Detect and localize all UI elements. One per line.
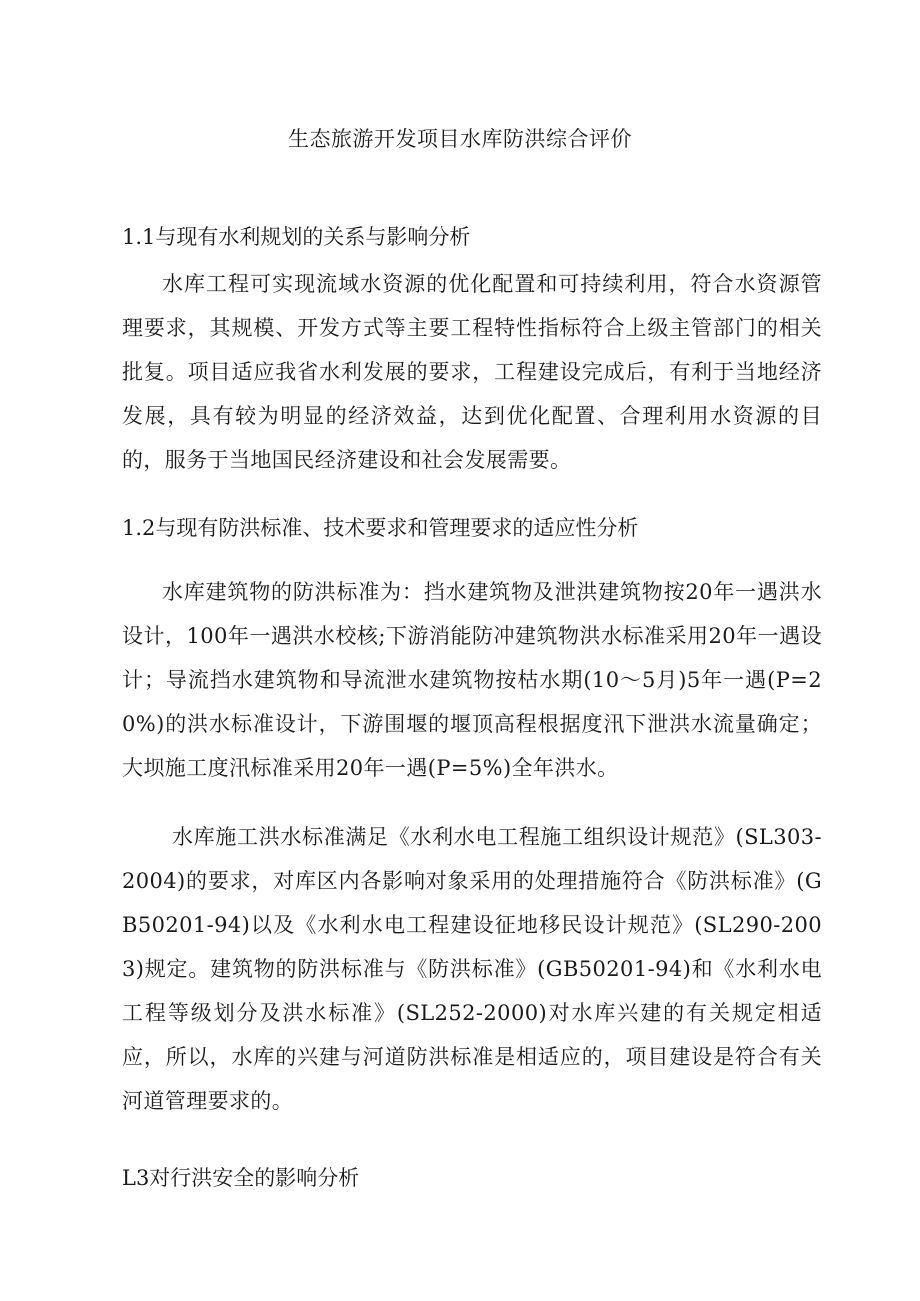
section-heading-1-3: L3对行洪安全的影响分析: [122, 1166, 360, 1190]
section-1-2-paragraph-2: 水库施工洪水标准满足《水利水电工程施工组织设计规范》(SL303-2004)的要求，对库区内各影响对象采用的处理措施符合《防洪标准》(GB50201-94)以及《水利水电工程建设征地移民设计规范》(SL290-2003)规定。建筑物的防洪标准与《防洪标准》(GB50201-94)和《水利水电工程等级划分及洪水标准》(SL252-2000)对水库兴建的有关规定相适应，所以，水库的兴建与河道防洪标准是相适应的，项目建设是符合有关河道管理要求的。: [122, 825, 822, 1113]
document-title: 生态旅游开发项目水库防洪综合评价: [288, 127, 632, 151]
section-1-1-paragraph: 水库工程可实现流域水资源的优化配置和可持续利用，符合水资源管理要求，其规模、开发方式等主要工程特性指标符合上级主管部门的相关批复。项目适应我省水利发展的要求，工程建设完成后，有利于当地经济发展，具有较为明显的经济效益，达到优化配置、合理利用水资源的目的，服务于当地国民经济建设和社会发展需要。: [122, 272, 822, 472]
section-1-2-paragraph-1: 水库建筑物的防洪标准为：挡水建筑物及泄洪建筑物按20年一遇洪水设计，100年一遇洪水校核;下游消能防冲建筑物洪水标准采用20年一遇设计；导流挡水建筑物和导流泄水建筑物按枯水期(10～5月)5年一遇(P=20%)的洪水标准设计，下游围堰的堰顶高程根据度汛下泄洪水流量确定；大坝施工度汛标准采用20年一遇(P=5%)全年洪水。: [122, 580, 822, 780]
section-heading-1-1: 1.1与现有水利规划的关系与影响分析: [122, 225, 471, 249]
section-heading-1-2: 1.2与现有防洪标准、技术要求和管理要求的适应性分析: [122, 516, 639, 540]
